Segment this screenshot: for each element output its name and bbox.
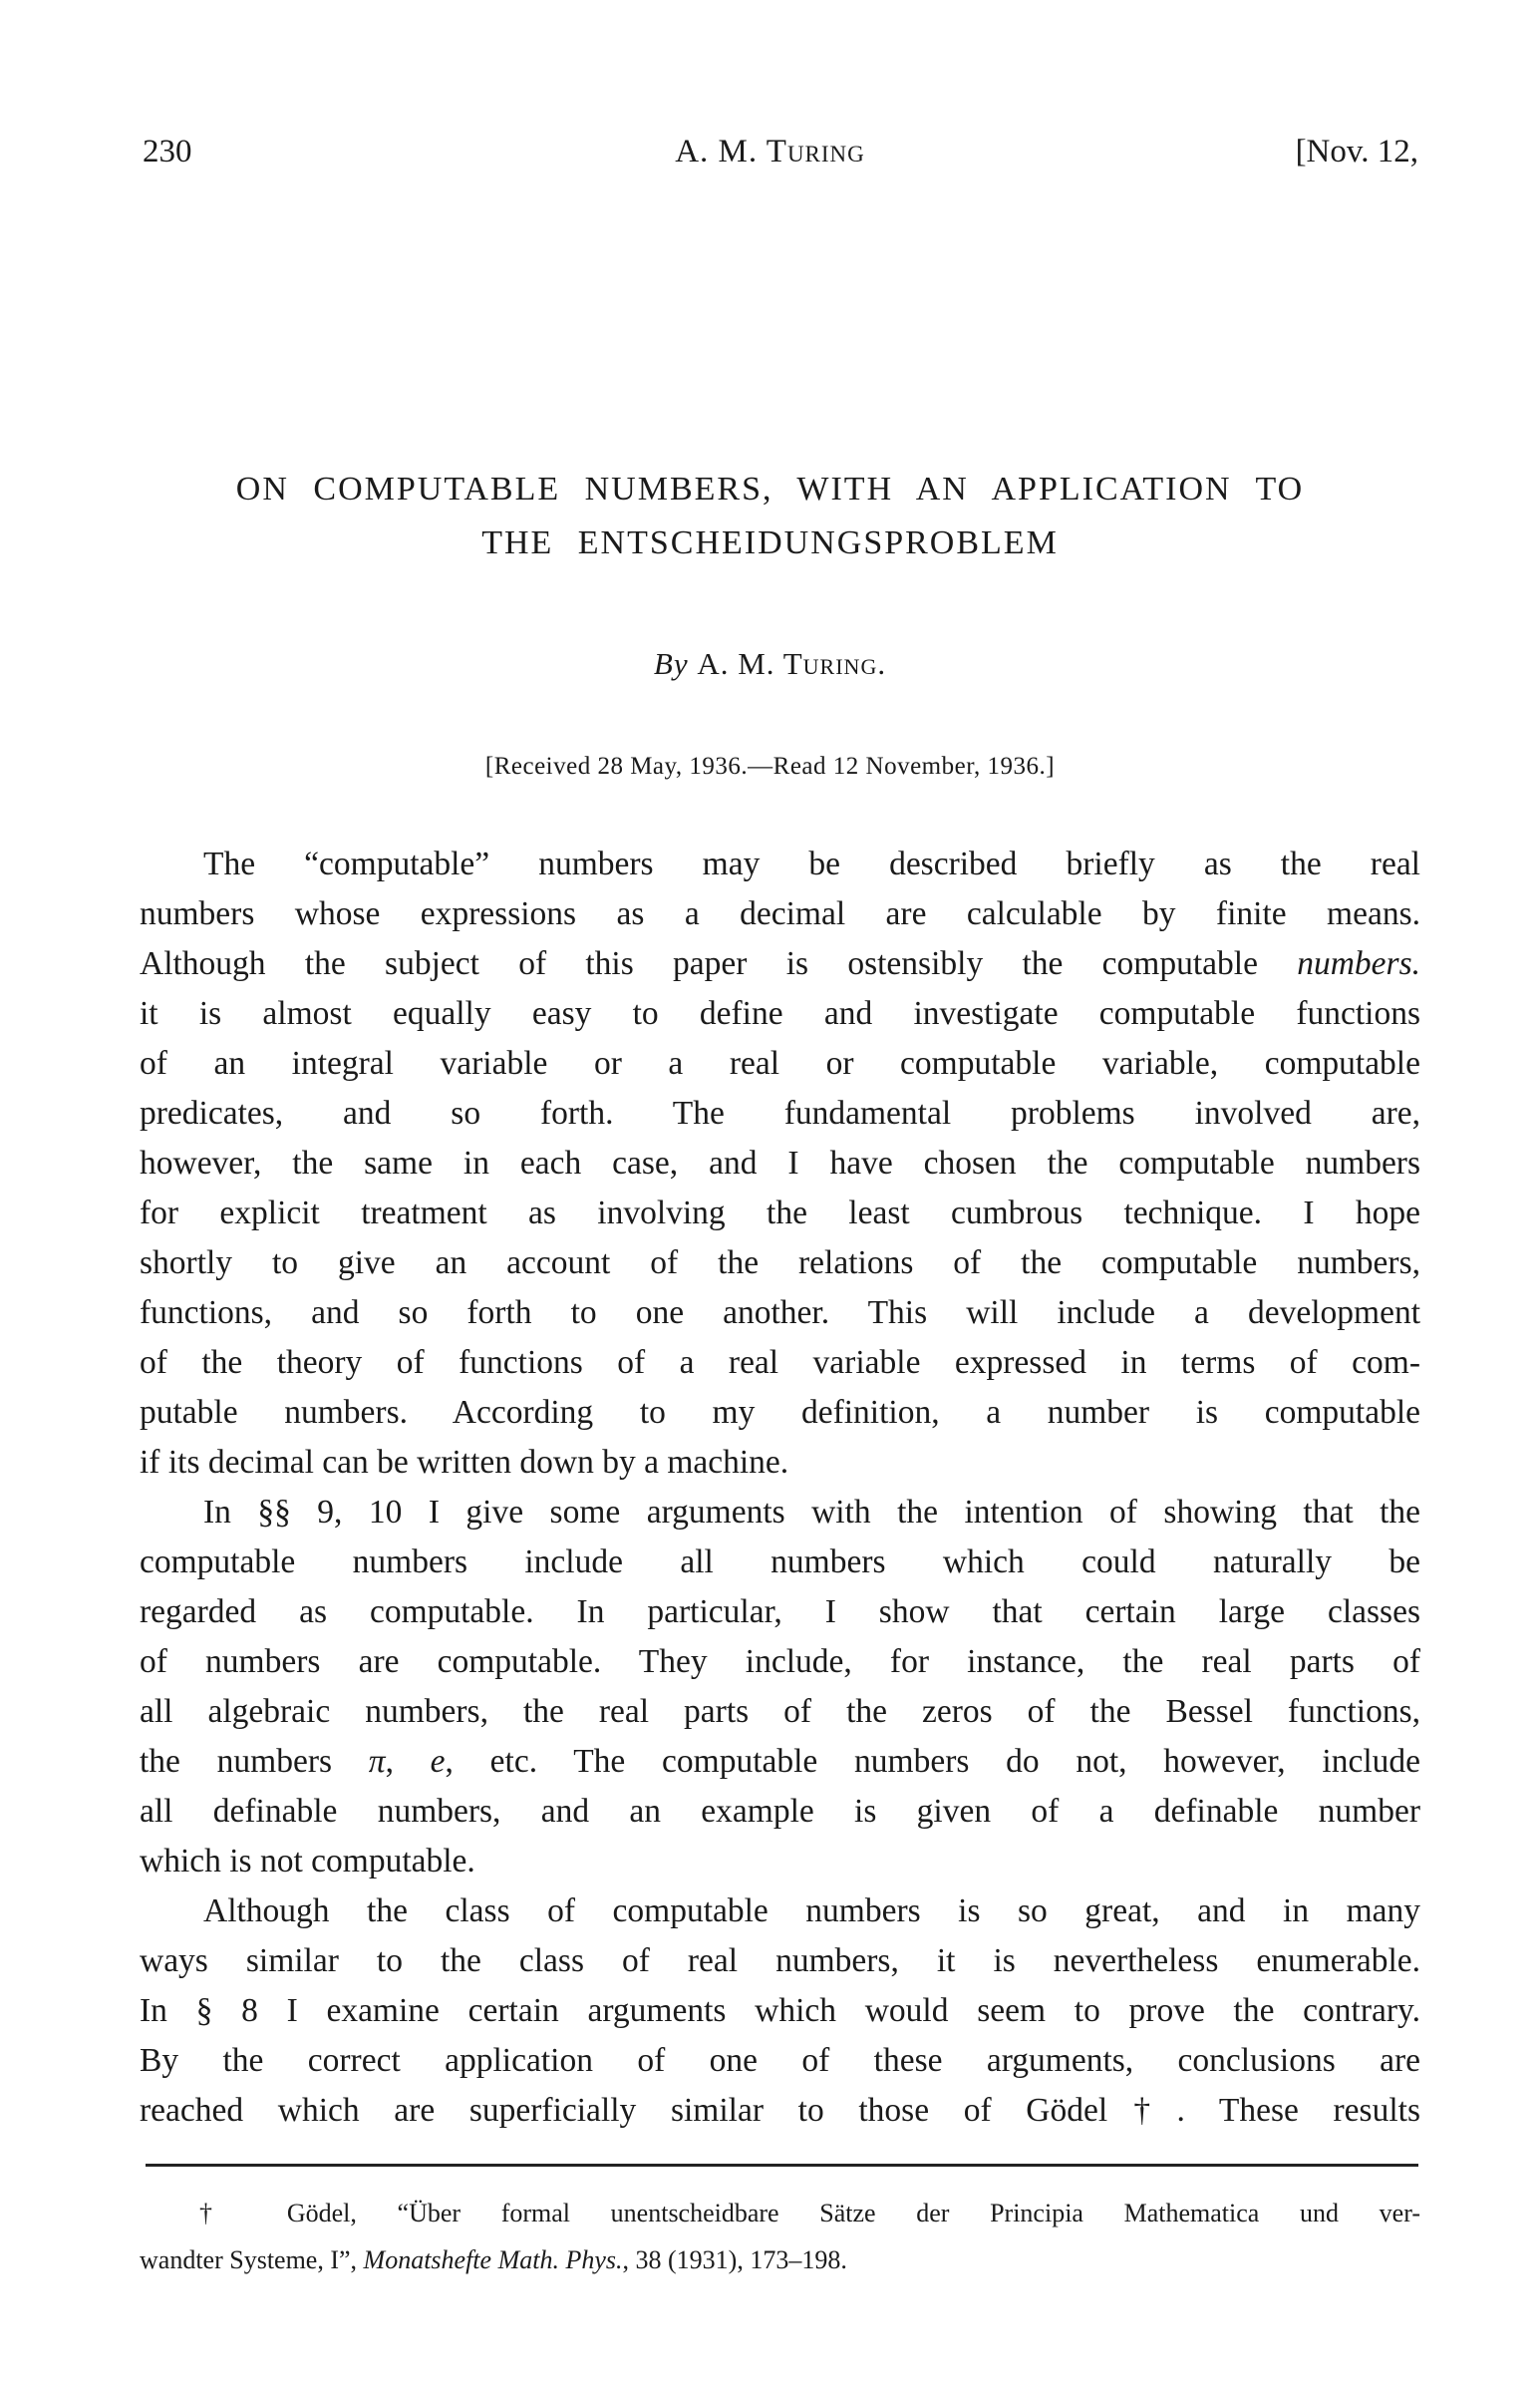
body-line: all algebraic numbers, the real parts of the zeros of the Bessel functions, [140, 1693, 1420, 1730]
body-line: of an integral variable or a real or computable variable, computable [140, 1045, 1420, 1082]
received-date: [Received 28 May, 1936.—Read 12 November, 1936.] [484, 753, 1056, 780]
body-line: however, the same in each case, and I have chosen the computable numbers [140, 1145, 1420, 1182]
body-line: the numbers π, e, etc. The computable numbers do not, however, include [140, 1743, 1420, 1780]
footnote-divider [146, 2164, 1418, 2167]
e-symbol: e [430, 1743, 446, 1780]
body-line: Although the subject of this paper is ostensibly the computable numbers. [140, 945, 1420, 982]
footnote-line: † Gödel, “Über formal unentscheidbare Sätze der Principia Mathematica und ver- [199, 2199, 1420, 2227]
title-line-1: ON COMPUTABLE NUMBERS, WITH AN APPLICATION TO [235, 471, 1305, 508]
body-line: putable numbers. According to my definition, a number is computable [140, 1394, 1420, 1431]
body-line: if its decimal can be written down by a machine. [140, 1444, 789, 1481]
byline-author: A. M. Turing. [697, 646, 887, 681]
body-line: computable numbers include all numbers which could naturally be [140, 1543, 1420, 1580]
pi-symbol: π [368, 1743, 386, 1780]
running-author: A. M. Turing [675, 134, 865, 170]
body-line: reached which are superficially similar to those of Gödel†. These results [140, 2092, 1420, 2129]
body-line: numbers whose expressions as a decimal are calculable by finite means. [140, 895, 1420, 932]
body-line: of numbers are computable. They include, for instance, the real parts of [140, 1643, 1420, 1680]
page-number: 230 [143, 134, 192, 170]
body-line: it is almost equally easy to define and investigate computable functions [140, 995, 1420, 1032]
body-line: regarded as computable. In particular, I show that certain large classes [140, 1593, 1420, 1630]
footnote-line: wandter Systeme, I”, Monatshefte Math. Phys., 38 (1931), 173–198. [140, 2245, 847, 2274]
body-line: predicates, and so forth. The fundamental problems involved are, [140, 1095, 1420, 1132]
title-line-2: THE ENTSCHEIDUNGSPROBLEM [481, 524, 1059, 561]
body-line: functions, and so forth to one another. This will include a development [140, 1294, 1420, 1331]
body-line: By the correct application of one of these arguments, conclusions are [140, 2042, 1420, 2079]
body-line: ways similar to the class of real numbers, it is nevertheless enumerable. [140, 1942, 1420, 1979]
byline [0, 646, 1540, 682]
body-line: for explicit treatment as involving the least cumbrous technique. I hope [140, 1195, 1420, 1231]
body-line: In § 8 I examine certain arguments which would seem to prove the contrary. [140, 1992, 1420, 2029]
running-date: [Nov. 12, [1295, 134, 1418, 170]
body-line: In §§ 9, 10 I give some arguments with the intention of showing that the [203, 1494, 1420, 1531]
byline-prefix: By [653, 646, 689, 681]
body-line: which is not computable. [140, 1843, 475, 1880]
body-line: all definable numbers, and an example is given of a definable number [140, 1793, 1420, 1830]
body-line: shortly to give an account of the relations of the computable numbers, [140, 1244, 1420, 1281]
body-line: The “computable” numbers may be described briefly as the real [203, 846, 1420, 882]
body-line: Although the class of computable numbers is so great, and in many [203, 1892, 1420, 1929]
emphasis-numbers: numbers. [1297, 945, 1420, 982]
body-line: of the theory of functions of a real variable expressed in terms of com- [140, 1344, 1420, 1381]
journal-name: Monatshefte Math. Phys. [363, 2245, 623, 2274]
